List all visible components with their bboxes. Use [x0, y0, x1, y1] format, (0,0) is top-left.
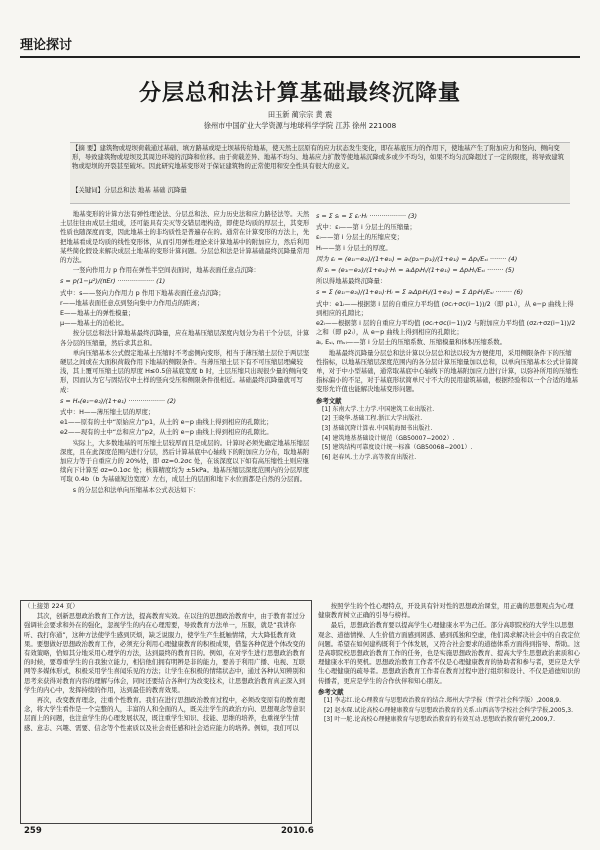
header-rule: [20, 56, 580, 58]
formula-1: s = p(1−μ²)/(πEr) ·················· (1): [60, 277, 166, 286]
paragraph: e1——原有的土中“原始应力”p1，从土的 e−p 曲线上得到相应的孔隙比；: [60, 418, 273, 427]
paragraph: 按照学生的个性心理特点，开设具有针对性的思想政治课堂，用正确的思想观点为心理健康教育树立正确的引导与榜样。: [318, 602, 574, 620]
reference-item: [2] 赵水琛.试论高校心理健康教育与思想政治教育的关系.山西高等学校社会科学学报,2005,3.: [324, 706, 574, 714]
keywords: 【关键词】分层总和法 地基 基础 沉降量: [72, 186, 187, 194]
paragraph: 式中：H——薄压缩土层的厚度；: [60, 408, 155, 417]
formula-3: s = Σ sᵢ = Σ εᵢ·Hᵢ ·················· (3): [316, 212, 418, 220]
paragraph: e2——现有的土中“总和应力”p2，从土的 e−p 曲线上得到相应的孔隙比。: [60, 428, 273, 437]
formula-2: s = Hₛ(e₁−e₂)/(1+e₁) ·················· (2): [60, 396, 176, 405]
article-title: 分层总和法计算基础最终沉降量: [138, 81, 461, 106]
paragraph: 按分层总和法计算地基最终沉降量，应在地基压缩层深度内划分为若干个分层，计算各分层的压缩量，然后求其总和。: [60, 329, 310, 347]
abstract: 【摘 要】建筑物或堤坝荷载通过基础、填方路基或堤土坝基传给地基，使天然土层原有的应力状态发生变化，即在基底压力的作用下，使地基产生了附加应力和竖向、侧向变形，导致建筑物或堤坝及其周边环境的沉降和位移。由于荷载差异、地基不均匀、地基应力扩散等使地基沉降或多或少不均匀，如果不均匀沉降超过了一定的限度，将导致建筑物或堤坝的开裂甚至破坏。因此研究地基变形对于保证建筑物的正常使用和安全性具有很大的意义。: [72, 144, 565, 171]
issue-date: 2010.6: [281, 826, 314, 836]
reference-item: [2] 王晓华.基础工程.浙江大学出版社.: [322, 415, 423, 423]
continued-column-right: [318, 602, 580, 820]
paragraph: εᵢ——第 i 分层土的压缩应变；: [316, 233, 404, 242]
paragraph: 地基变形的计算方法有弹性理论法、分层总和法、应力历史法和应力路径法等。天然土层往往由成层土组成，还可能具有尖灭等交错层理构造，即使是均质的厚层土，其变形性质也随深度而变，因此地基土的非均质性是普遍存在的。通常在计算变形的方法上，先把地基看成是均质的线性变形体，从而引用弹性理论来计算地基中的附加应力，然后利用某些简化假设来解决成层土地基的变形计算问题。分层总和法是计算基础最终沉降量常用的方法。: [60, 210, 310, 265]
paragraph: 式中：εᵢ——第 i 分层土的压缩量；: [316, 223, 416, 232]
paragraph: r——地基表面任意点到竖向集中力作用点的距离；: [60, 298, 204, 307]
paragraph: 地基最终沉降量分层总和法计算以分层总和法以较为方便使用，采用侧限条件下的压缩性指标，以地基压缩层深度范围内的各分层计算压缩量加以总和，以单向压缩基本公式计算简单，对于中小型基础，通常取基底中心轴线下的地基附加应力进行计算，以弥补所用的压缩性指标偏小的不足，对于基底形状简单尺寸不大的民用建筑基础，根据经验和以一个合适的地基变形允许值也能解决地基变形问题。: [316, 348, 578, 394]
article-column-left: [60, 210, 310, 593]
paragraph: 一竖向作用力 p 作用在弹性半空间表面时，地基表面任意点沉降：: [72, 266, 260, 275]
article-column-right: [316, 210, 578, 593]
continued-note: （上接第 224 页）: [24, 602, 79, 610]
page-number: 259: [24, 826, 42, 836]
references-heading: 参考文献: [316, 396, 342, 405]
reference-item: [4] 建筑地基基础设计规范（GB50007−2002）.: [322, 434, 455, 442]
reference-item: [5] 建筑结构可靠度设计统一标准（GB50068−2001）.: [322, 444, 473, 452]
paragraph: 其次，创新思想政治教育工作方法，提高教育实效。在以往的思想政治教育中，由于教育者过分强调社会要求和外在的强化，忽视学生的内在心理需要，导致教育方法单一，压服，就是“我讲你听、我打你通”，这种方法使学生感到厌烦，缺乏说服力，使学生产生抵触情绪，大大降低教育效果。要想做好思想政治教育工作，必须充分利用心理健康教育的积极成果，借鉴各种促进个体改变的有效策略，恰如其分地采用心理学的方法，达到最终的教育目的。例如，在对学生进行思想政治教育的时候，要尊重学生的自我独立能力，相信他们拥有明辨是非的能力，要善于利用广播、电视、互联网等多媒体形式，积极采用学生喜闻乐见的方法；让学生在积极的情绪状态中，通过各种认知辨别和思考来获得对教育内容的理解与体会，同时还要结合各种行为改变技术，让思想政治教育真正深入到学生的内心中，发挥持续的作用，达到最佳的教育效果。: [24, 612, 306, 694]
formula-5: 和 sᵢ = (e₁ᵢ−e₂ᵢ)/(1+e₁ᵢ)·Hᵢ = aᵢΔpᵢHᵢ/(1+e₁ᵢ) = ΔpᵢHᵢ/Eₛᵢ ········ (5): [316, 266, 515, 275]
formula-4: 因为 εᵢ = (e₁ᵢ−e₂ᵢ)/(1+e₁ᵢ) = aᵢ(p₂ᵢ−p₁ᵢ)/(1+e₁ᵢ) = Δpᵢ/Eₛᵢ ········ (4): [316, 254, 518, 263]
paragraph: E——地基土的弹性模量；: [60, 309, 135, 318]
paragraph: 单向压缩基本公式假定地基土压缩时不考虑侧向变形，相当于薄压缩土层位于两层坚硬层之间或在大面积荷载作用下地基的侧限条件。当薄压缩土层下有不可压缩层埋藏较浅，其上覆可压缩土层的厚度 H≤0.5倍基底宽度 b 时，土层压缩只出现很少量的侧向变形，因而认为它与固结仪中土样的竖向受压和侧限条件很相近。基础最终沉降量就可写成：: [60, 348, 310, 394]
reference-item: [1] 李志红.论心理教育与思想政治教育的结合.郑州大学学报（哲学社会科学版）,2008,9.: [324, 697, 562, 705]
references-heading: 参考文献: [318, 687, 344, 696]
section-header: 理论探讨: [20, 38, 73, 53]
article-affiliation: 徐州市中国矿业大学资源与地球科学学院 江苏 徐州 221008: [203, 121, 397, 130]
paragraph: 最后，思想政治教育要以提高学生心理健康水平为己任。部分高职院校的大学生以思想观念、道德情操、人生价值方面感到困惑、感到孤独和空虚，他们渴求解决社会中的自我定位问题。希望在如何建构既利于个体发展，又符合社会要求的道德体系方面得到指导、帮助。这是高职院校思想政治教育工作的任务，也是实施思想政治教育、提高大学生思想政治素质和心理健康水平的契机。思想政治教育工作者不仅是心理健康教育的协助者和参与者，更应是大学生心理健康的疏导者。思想政治教育工作者在教育过程中进行组织和设计、不仅是道德知识的传播者，更应是学生的合作伙伴和知心朋友。: [318, 621, 580, 685]
paragraph: s 的分层总和法单向压缩基本公式表达如下：: [72, 485, 200, 494]
article-authors: 田玉新 蔺宗宗 黄 震: [267, 110, 333, 119]
formula-6: s = Σ (e₁ᵢ−e₂ᵢ)/(1+e₁ᵢ)·Hᵢ = Σ aᵢΔpᵢHᵢ/(1+e₁ᵢ) = Σ ΔpᵢHᵢ/Eₛᵢ ········ (6): [316, 288, 523, 297]
paragraph: 式中：e1ᵢ——根据第 i 层的自重应力平均值 (σcᵢ+σc(i−1))/2（即 p1ᵢ），从 e−p 曲线上得到相应的孔隙比；: [316, 299, 574, 317]
paragraph: μ——地基土的泊松比。: [60, 319, 128, 328]
reference-item: [6] 赵春风.土力学.高等教育出版社.: [322, 453, 417, 461]
paragraph: Hᵢ——第 i 分层土的厚度。: [316, 243, 392, 252]
paragraph: 实际上，大多数地基的可压缩土层较厚而且是成层的。计算时必须先确定地基压缩层深度，且在此深度范围内进行分层，然后计算基底中心轴线下的附加应力分布，取地基附加应力等于自重应力的 20%处，即 σz=0.2σc 处，在该深度以下如有高压缩性土则应继续向下计算至 σz=0.1σc 处；核算精度均为 ±5kPa。地基压缩层深度范围内的分层厚度可取 0.4b（b 为基础短边宽度）左右，成层土的层面和地下水位面都是自然的分层面。: [60, 438, 310, 484]
reference-item: [3] 基础沉降计算表.中国航海图书出版社.: [322, 425, 433, 433]
paragraph: aᵢ, Eₛᵢ, mᵥᵢ——第 i 分层土的压缩系数、压缩模量和体积压缩系数。: [316, 338, 506, 347]
paragraph: e2ᵢ——根据第 i 层的自重应力平均值 (σcᵢ+σc(i−1))/2 与附加应力平均值 (σzᵢ+σz(i−1))/2 之和（即 p2ᵢ），从 e−p 曲线上得到相应的孔隙比；: [316, 319, 576, 337]
reference-item: [3] 叶一舵.论高校心理健康教育与思想政治教育的有效互动.思想政治教育研究,2009,7.: [324, 716, 556, 724]
paragraph: 所以得地基最终沉降量：: [316, 277, 387, 286]
paragraph: 式中：s——竖向力作用力 p 作用下地基表面任意点沉降；: [60, 288, 225, 297]
paragraph: 再次，改变教育理念，注重个性教育。我们在进行思想政治教育过程中，必须改变原有的教育理念，将大学生看作是一个完整的人，丰富的人和全面的人，既关注学生的政治方向、思想观念等意识层面上的问题，也注意学生的心理发展状况，既注重学生知识、技能、思维的培养，也重视学生情感、意志、兴趣、需要、信念等个性素质以及社会责任感和社会适应能力的培养。例如，我们可以: [24, 696, 306, 732]
continued-column-left: [24, 602, 306, 820]
reference-item: [1] 东南大学.土力学.中国建筑工业出版社.: [322, 405, 435, 413]
